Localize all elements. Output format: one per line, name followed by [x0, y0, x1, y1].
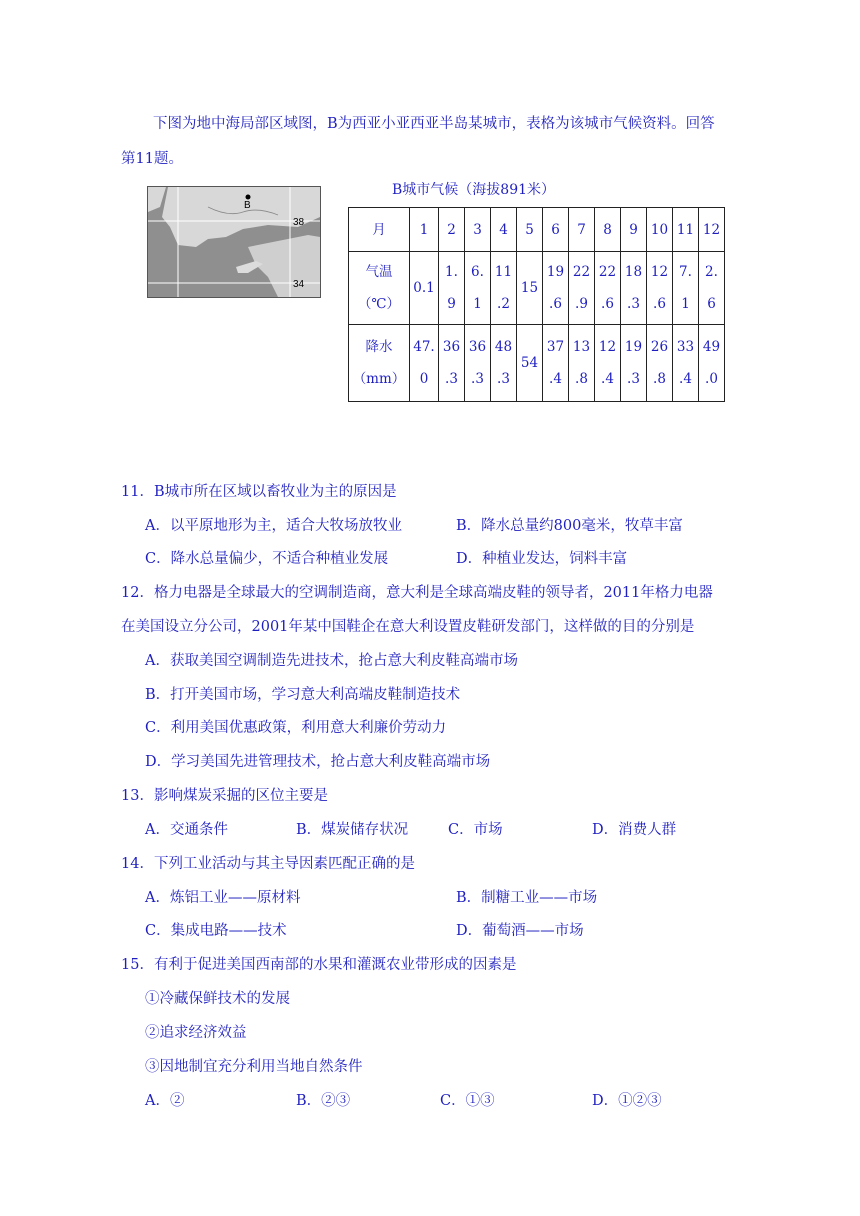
- temp-value: 1: [473, 296, 482, 312]
- temp-row: [349, 252, 725, 325]
- precip-value: 37: [546, 339, 565, 355]
- precip-value: .3: [627, 371, 640, 387]
- month-cell: 5: [517, 208, 543, 252]
- q12-stem-line-2: 在美国设立分公司，2001年某中国鞋企在意大利设置皮鞋研发部门，这样做的目的分别是: [121, 619, 695, 635]
- month-cell: 2: [439, 208, 465, 252]
- q15-option-a[interactable]: A．②: [145, 1093, 185, 1109]
- intro-line-1: 下图为地中海局部区域图，B为西亚小亚西亚半岛某城市，表格为该城市气候资料。回答: [153, 116, 715, 132]
- precip-value: .8: [653, 371, 666, 387]
- temp-value: .3: [627, 296, 640, 312]
- precip-header: [349, 325, 410, 402]
- precip-value: .0: [705, 371, 718, 387]
- month-cell: 10: [647, 208, 673, 252]
- q13-option-d[interactable]: D．消费人群: [592, 822, 677, 838]
- temp-value: .6: [549, 296, 562, 312]
- precip-value: .4: [549, 371, 562, 387]
- temp-value: 0.1: [413, 280, 435, 296]
- q15-option-b[interactable]: B．②③: [296, 1093, 351, 1109]
- q13-option-c[interactable]: C．市场: [448, 822, 503, 838]
- q15-option-c[interactable]: C．①③: [440, 1093, 495, 1109]
- month-cell: 9: [621, 208, 647, 252]
- temp-value: 7.: [679, 264, 692, 280]
- month-cell: 12: [699, 208, 725, 252]
- precip-header-label: 降水: [365, 339, 393, 355]
- month-header: 月: [349, 208, 410, 252]
- temp-cell: [439, 252, 465, 325]
- month-cell: 11: [673, 208, 699, 252]
- temp-value: .2: [497, 296, 510, 312]
- precip-value: 33: [676, 339, 695, 355]
- temp-cell: [595, 252, 621, 325]
- precip-value: .3: [497, 371, 510, 387]
- temp-cell: [647, 252, 673, 325]
- precip-value: .4: [601, 371, 614, 387]
- temp-header-unit: （℃）: [357, 296, 401, 312]
- precip-value: 19: [624, 339, 643, 355]
- precip-cell: [673, 325, 699, 402]
- month-cell: 6: [543, 208, 569, 252]
- precip-value: 47.: [413, 339, 435, 355]
- table-title: B城市气候（海拔891米）: [392, 182, 556, 198]
- precip-header-unit: （mm）: [352, 371, 406, 387]
- q15-item-2: ②追求经济效益: [145, 1025, 247, 1041]
- precip-value: 26: [650, 339, 669, 355]
- month-cell: 7: [569, 208, 595, 252]
- precip-cell: [647, 325, 673, 402]
- temp-value: 15: [520, 280, 539, 296]
- temp-cell: [517, 252, 543, 325]
- precip-value: .4: [679, 371, 692, 387]
- q14-option-a[interactable]: A．炼铝工业——原材料: [145, 890, 301, 906]
- month-cell: 3: [465, 208, 491, 252]
- q11-option-d[interactable]: D．种植业发达，饲料丰富: [456, 551, 628, 567]
- precip-value: 48: [494, 339, 513, 355]
- q14-stem: 14．下列工业活动与其主导因素匹配正确的是: [121, 856, 415, 872]
- precip-cell: [439, 325, 465, 402]
- month-cell: 4: [491, 208, 517, 252]
- temp-value: 22: [572, 264, 591, 280]
- temp-cell: [569, 252, 595, 325]
- temp-value: 9: [447, 296, 456, 312]
- precip-cell: [465, 325, 491, 402]
- temp-value: 1: [681, 296, 690, 312]
- city-b-dot: [246, 195, 251, 200]
- q12-option-a[interactable]: A．获取美国空调制造先进技术，抢占意大利皮鞋高端市场: [145, 653, 518, 669]
- q12-option-d[interactable]: D．学习美国先进管理技术，抢占意大利皮鞋高端市场: [145, 754, 491, 770]
- temp-cell: [543, 252, 569, 325]
- map-label-34: 34: [293, 279, 305, 290]
- map-label-b: B: [244, 200, 251, 211]
- precip-cell: [595, 325, 621, 402]
- temp-cell: [410, 252, 439, 325]
- precip-value: .3: [445, 371, 458, 387]
- q12-option-b[interactable]: B．打开美国市场，学习意大利高端皮鞋制造技术: [145, 687, 461, 703]
- q11-stem: 11．B城市所在区域以畜牧业为主的原因是: [121, 484, 397, 500]
- q15-item-3: ③因地制宜充分利用当地自然条件: [145, 1059, 363, 1075]
- temp-value: 1.: [445, 264, 458, 280]
- month-row: [349, 208, 725, 252]
- precip-cell: [569, 325, 595, 402]
- q15-stem: 15．有利于促进美国西南部的水果和灌溉农业带形成的因素是: [121, 957, 517, 973]
- temp-cell: [673, 252, 699, 325]
- temp-cell: [621, 252, 647, 325]
- temp-value: .6: [653, 296, 666, 312]
- map-label-38: 38: [293, 217, 305, 228]
- temp-value: 2.: [705, 264, 718, 280]
- q13-option-b[interactable]: B．煤炭储存状况: [296, 822, 409, 838]
- temp-value: 18: [624, 264, 643, 280]
- month-cell: 8: [595, 208, 621, 252]
- intro-line-2: 第11题。: [121, 151, 183, 167]
- temp-header: [349, 252, 410, 325]
- q11-option-a[interactable]: A．以平原地形为主，适合大牧场放牧业: [145, 518, 402, 534]
- q15-option-d[interactable]: D．①②③: [592, 1093, 662, 1109]
- precip-cell: [410, 325, 439, 402]
- temp-value: 19: [546, 264, 565, 280]
- q13-stem: 13．影响煤炭采掘的区位主要是: [121, 788, 328, 804]
- q13-option-a[interactable]: A．交通条件: [145, 822, 228, 838]
- precip-value: .8: [575, 371, 588, 387]
- precip-row: [349, 325, 725, 402]
- temp-value: .9: [575, 296, 588, 312]
- precip-value: 54: [520, 355, 539, 371]
- q12-option-c[interactable]: C．利用美国优惠政策，利用意大利廉价劳动力: [145, 720, 447, 736]
- mediterranean-map: [147, 186, 321, 298]
- precip-value: 13: [572, 339, 591, 355]
- temp-value: 22: [598, 264, 617, 280]
- temp-value: 6.: [471, 264, 484, 280]
- temp-cell: [465, 252, 491, 325]
- temp-header-label: 气温: [365, 264, 393, 280]
- temp-value: .6: [601, 296, 614, 312]
- q14-option-c[interactable]: C．集成电路——技术: [145, 923, 287, 939]
- precip-cell: [699, 325, 725, 402]
- temp-cell: [699, 252, 725, 325]
- q15-item-1: ①冷藏保鲜技术的发展: [145, 991, 290, 1007]
- q14-option-b[interactable]: B．制糖工业——市场: [456, 890, 598, 906]
- q14-option-d[interactable]: D．葡萄酒——市场: [456, 923, 584, 939]
- climate-table: [348, 207, 725, 402]
- precip-cell: [621, 325, 647, 402]
- precip-value: 49: [702, 339, 721, 355]
- precip-value: .3: [471, 371, 484, 387]
- precip-value: 36: [442, 339, 461, 355]
- q11-option-c[interactable]: C．降水总量偏少，不适合种植业发展: [145, 551, 389, 567]
- q12-stem-line-1: 12．格力电器是全球最大的空调制造商，意大利是全球高端皮鞋的领导者，2011年格力电器: [121, 585, 713, 601]
- precip-cell: [543, 325, 569, 402]
- month-cell: 1: [410, 208, 439, 252]
- precip-cell: [491, 325, 517, 402]
- precip-value: 12: [598, 339, 617, 355]
- precip-value: 0: [419, 371, 429, 387]
- q11-option-b[interactable]: B．降水总量约800毫米，牧草丰富: [456, 518, 683, 534]
- temp-value: 6: [707, 296, 716, 312]
- temp-cell: [491, 252, 517, 325]
- temp-value: 11: [494, 264, 513, 280]
- precip-value: 36: [468, 339, 487, 355]
- precip-cell: [517, 325, 543, 402]
- temp-value: 12: [650, 264, 669, 280]
